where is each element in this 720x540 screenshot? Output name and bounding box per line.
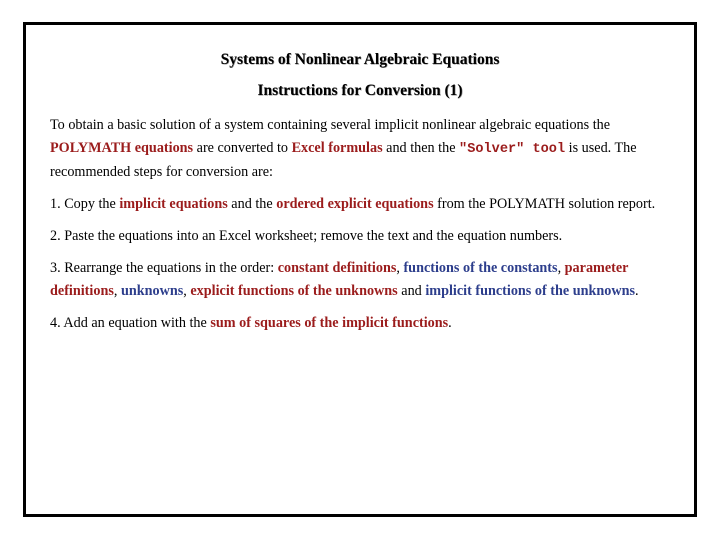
step3-highlight-constant-definitions: constant definitions (277, 260, 397, 276)
step-1-paragraph (50, 193, 678, 216)
step3-sep-3: , (113, 283, 121, 299)
step1-text-3: from the POLYMATH solution report. (433, 196, 656, 212)
slide-subtitle: Instructions for Conversion (1) (257, 82, 463, 99)
intro-highlight-excel-formulas: Excel formulas (291, 140, 383, 156)
slide-frame (23, 22, 697, 517)
intro-text-4: is used. The recommended steps for conversion are: (50, 140, 637, 180)
step3-highlight-unknowns: unknowns (120, 283, 184, 299)
step-2-paragraph (50, 225, 678, 248)
step3-highlight-implicit-functions: implicit functions of the unknowns (425, 283, 636, 299)
step3-highlight-explicit-functions: explicit functions of the unknowns (190, 283, 398, 299)
step3-highlight-functions-of-constants: functions of the constants (403, 260, 558, 276)
step3-sep-4: , (183, 283, 191, 299)
step1-text-2: and the (227, 196, 277, 212)
intro-text-1: To obtain a basic solution of a system containing several implicit nonlinear algebraic equations the (50, 117, 611, 133)
step1-highlight-implicit-equations: implicit equations (119, 196, 228, 212)
step3-sep-1: , (396, 260, 404, 276)
intro-paragraph (50, 114, 678, 184)
intro-text-2: are converted to (193, 140, 292, 156)
step-4-paragraph (50, 312, 678, 335)
step3-highlight-parameter-definitions: parameter definitions (50, 260, 629, 299)
step4-highlight-sum-of-squares: sum of squares of the implicit functions (210, 315, 449, 331)
step2-text-1: 2. Paste the equations into an Excel worksheet; remove the text and the equation numbers. (50, 228, 563, 244)
step3-sep-6: . (635, 283, 639, 299)
slide-title: Systems of Nonlinear Algebraic Equations (220, 51, 500, 68)
step4-text-2: . (448, 315, 452, 331)
slide-body (50, 114, 678, 344)
step4-text-1: 4. Add an equation with the (50, 315, 211, 331)
step-3-paragraph (50, 257, 678, 303)
step3-sep-2: , (557, 260, 565, 276)
step1-highlight-ordered-explicit-equations: ordered explicit equations (276, 196, 434, 212)
intro-text-3: and then the (382, 140, 460, 156)
step1-text-1: 1. Copy the (50, 196, 120, 212)
intro-highlight-solver-tool: "Solver" tool (459, 142, 566, 157)
intro-highlight-polymath-equations: POLYMATH equations (50, 140, 194, 156)
step3-sep-5: and (397, 283, 426, 299)
step3-text-1: 3. Rearrange the equations in the order: (50, 260, 278, 276)
